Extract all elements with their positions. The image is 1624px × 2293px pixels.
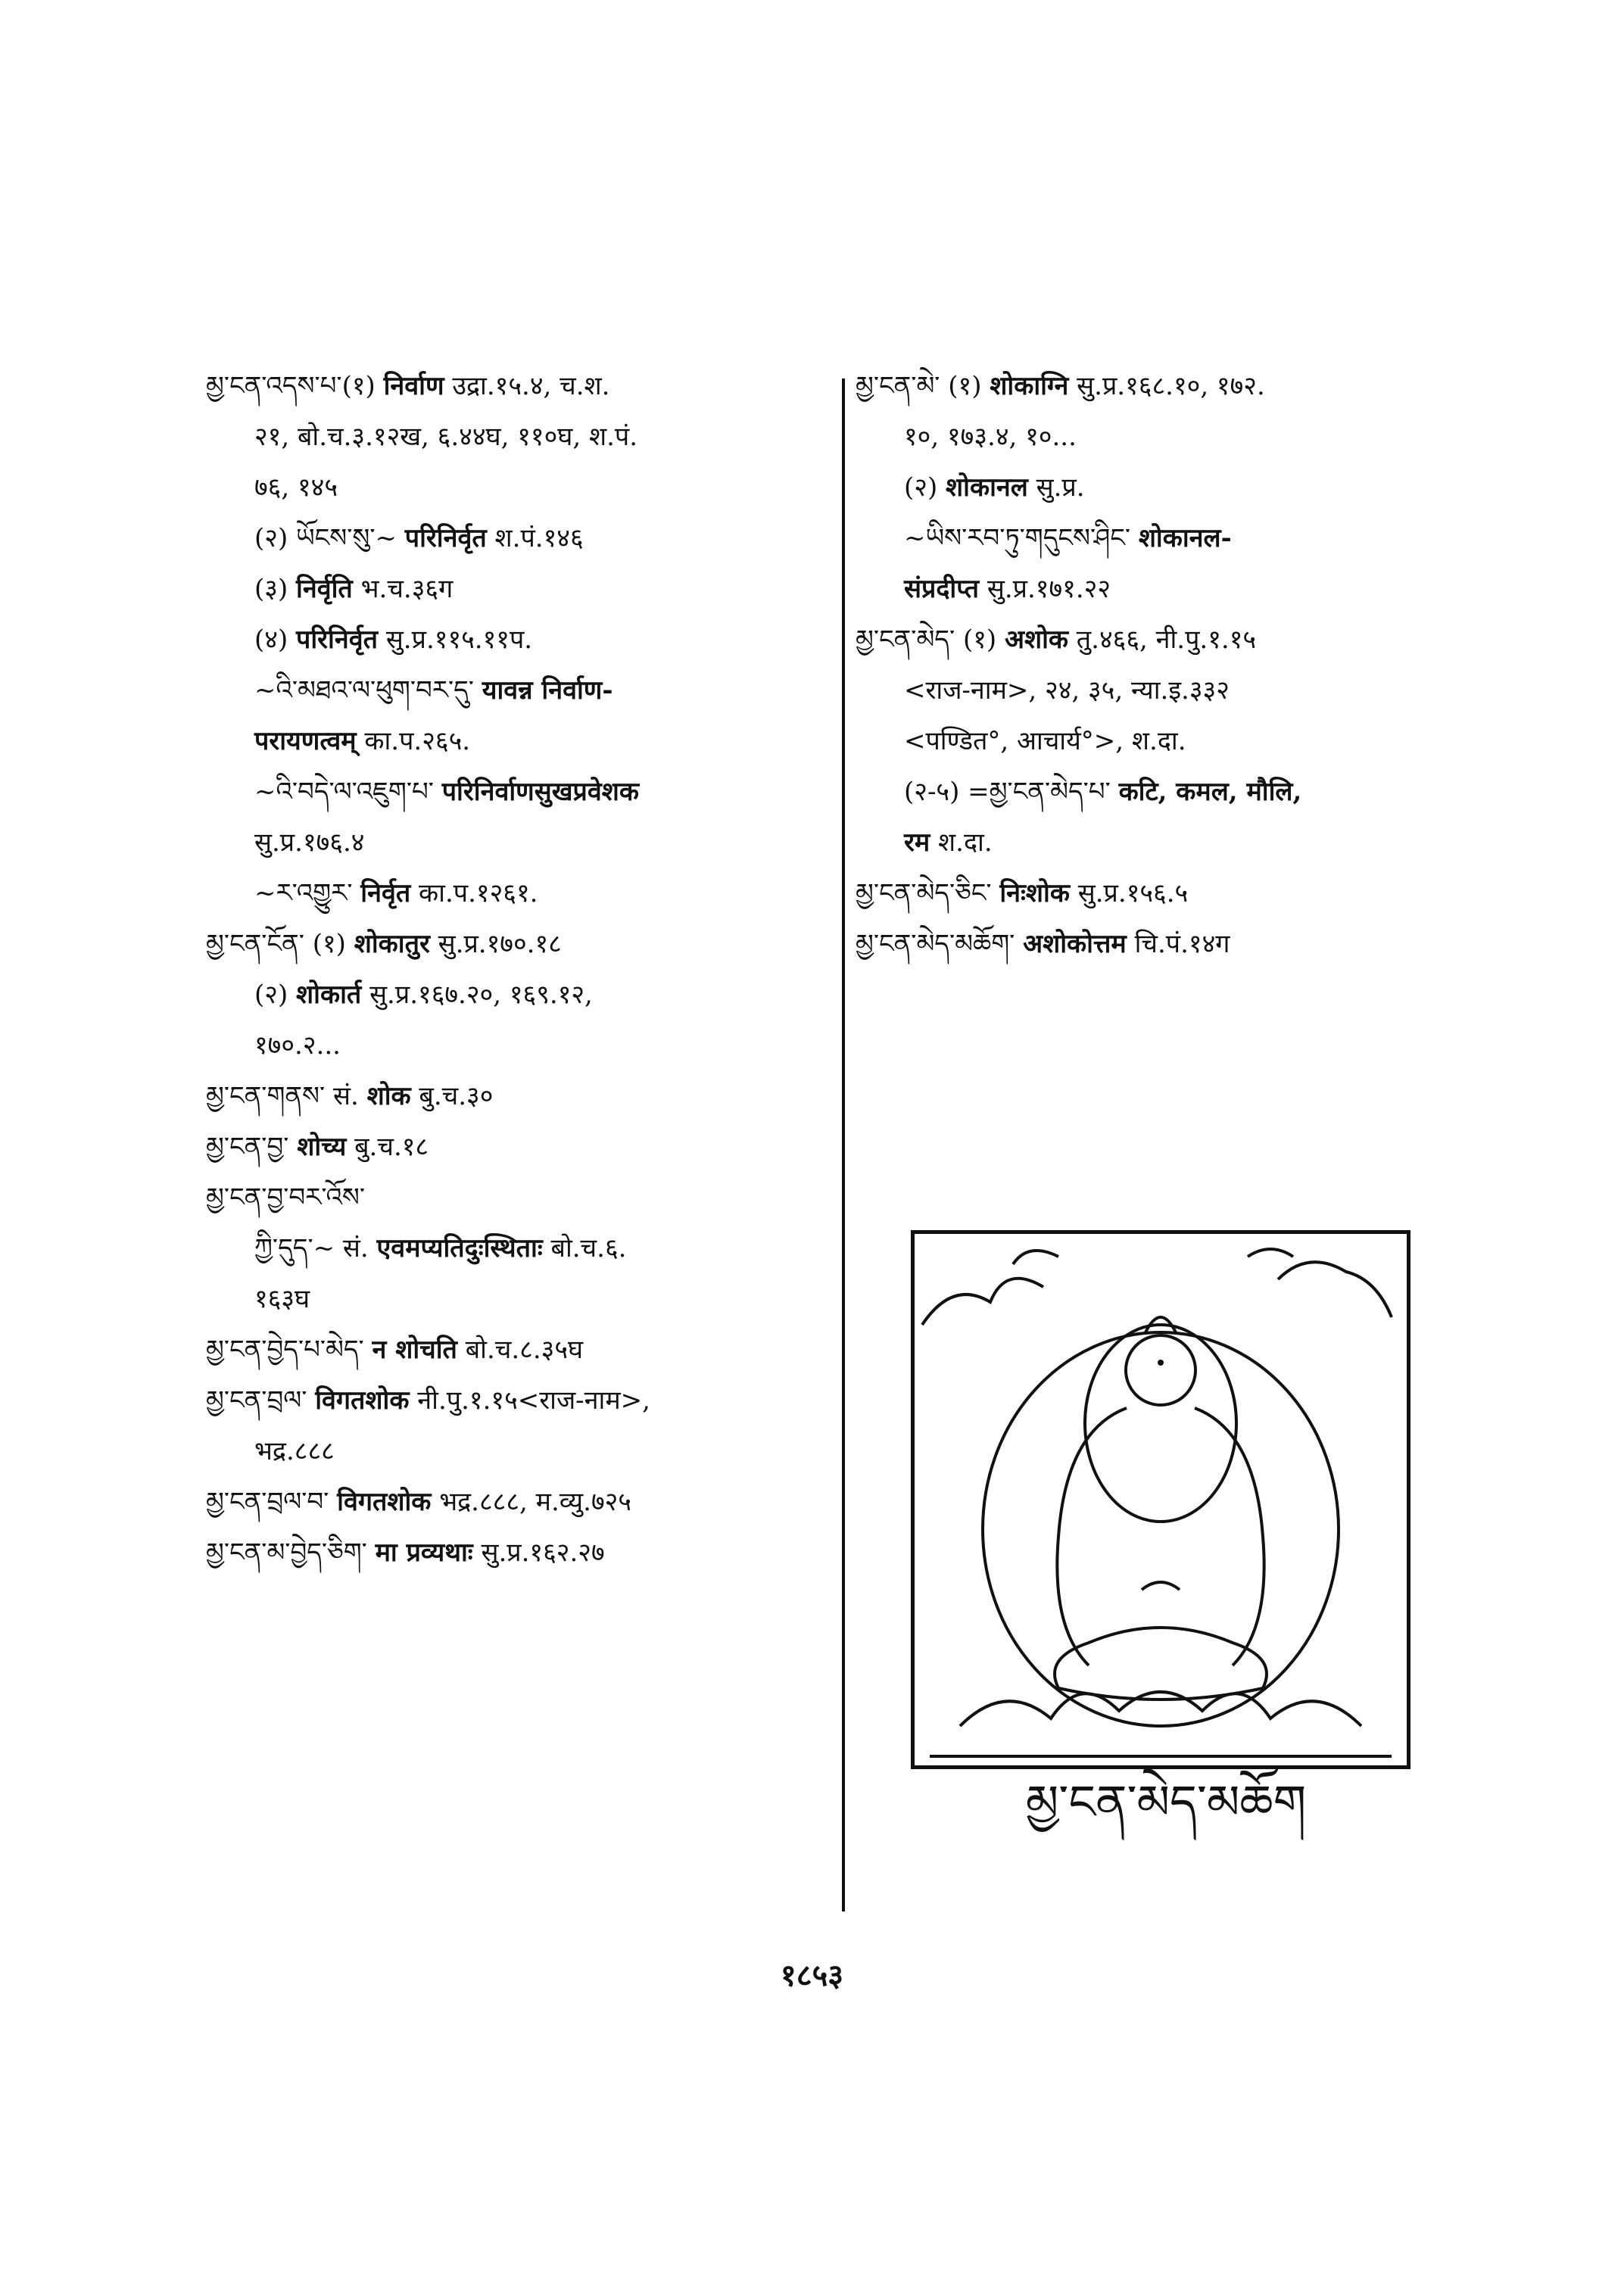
sanskrit-term: परिनिर्वृत — [404, 523, 487, 553]
tibetan-headword: མྱ་ངན་མེད་མཆོག་ — [856, 929, 1015, 959]
tibetan-headword: མྱ་ངན་མེ་ — [856, 371, 940, 401]
sanskrit-term: अशोकोत्तम — [1023, 929, 1127, 959]
tibetan-headword: མྱ་ངན་གནས་ — [206, 1081, 326, 1111]
entry-text: (१) — [940, 371, 990, 401]
tibetan-headword: མྱ་ངན་བྱ་ — [206, 1132, 289, 1162]
entry-text — [1015, 929, 1023, 959]
tibetan-headword: མྱ་ངན་བྱེད་པ་མེད་ — [206, 1335, 364, 1365]
tibetan-headword: མྱ་ངན་ངོན་ — [206, 929, 304, 959]
entry-text: <पण्डित°, आचार्य°>, श.दा. — [904, 726, 1186, 756]
entry-text: (४) — [254, 625, 297, 655]
entry-line — [206, 1335, 827, 1365]
entry-text: १७०.२... — [254, 1030, 341, 1061]
sanskrit-term: निःशोक — [999, 878, 1070, 908]
entry-text — [329, 1487, 337, 1517]
entry-line — [206, 726, 827, 756]
reference-text: सु.प्र. — [1027, 472, 1085, 503]
entry-line — [856, 777, 1476, 807]
tibetan-headword: མྱ་ངན་འདས་པ་ — [206, 371, 342, 401]
entry-text: (२) ཡོངས་སུ་~ — [254, 523, 405, 553]
entry-text: सं. — [325, 1081, 367, 1111]
reference-text: उद्रा.१५.४, च.श. — [444, 371, 610, 401]
entry-text — [367, 1537, 376, 1568]
entry-text: (१) — [341, 371, 384, 401]
reference-text: भद्र.८८८, म.व्यु.७२५ — [431, 1487, 631, 1517]
entry-line — [206, 980, 827, 1010]
entry-line — [856, 878, 1476, 908]
entry-line — [856, 929, 1476, 959]
sanskrit-term: शोच्य — [297, 1132, 347, 1162]
sanskrit-term: शोकाग्नि — [990, 371, 1069, 401]
entry-line — [206, 472, 827, 503]
entry-line — [206, 1537, 827, 1568]
reference-text: नी.पु.१.१५<राज-नाम>, — [409, 1385, 650, 1416]
column-divider — [842, 379, 845, 1911]
sanskrit-term: शोकानल — [946, 472, 1028, 503]
right-column — [856, 371, 1476, 980]
entry-line — [206, 625, 827, 655]
entry-line — [206, 1132, 827, 1162]
sanskrit-term: यावन्न निर्वाण- — [482, 675, 613, 706]
entry-text: ~འི་བདེ་ལ་འཇུག་པ་ — [254, 777, 442, 807]
reference-text: तु.४६६, नी.पु.१.१५ — [1068, 625, 1257, 655]
entry-line — [856, 371, 1476, 401]
entry-text: (२-५) =མྱ་ངན་མེད་པ་ — [904, 777, 1119, 807]
sanskrit-term: न शोचति — [372, 1335, 457, 1365]
reference-text: बो.च.६. — [542, 1233, 627, 1263]
reference-text: सु.प्र.१५६.५ — [1069, 878, 1189, 908]
sanskrit-term: शोकार्त — [296, 980, 362, 1010]
sanskrit-term: कटि, कमल, मौलि, — [1118, 777, 1302, 807]
entry-text: भद्र.८८८ — [254, 1436, 335, 1466]
sanskrit-term: शोक — [366, 1081, 411, 1111]
reference-text: सु.प्र.१६८.१०, १७२. — [1068, 371, 1265, 401]
entry-line — [206, 1436, 827, 1466]
sanskrit-term: निर्वाण — [383, 371, 444, 401]
entry-line — [856, 422, 1476, 452]
entry-line — [206, 422, 827, 452]
sanskrit-term: संप्रदीप्त — [904, 574, 980, 604]
entry-line — [206, 1030, 827, 1061]
entry-line — [206, 1081, 827, 1111]
tibetan-headword: མྱ་ངན་མེད་ — [856, 625, 955, 655]
reference-text: बु.च.३० — [410, 1081, 494, 1111]
sanskrit-term: शोकातुर — [354, 929, 430, 959]
entry-text: (१) — [955, 625, 1005, 655]
entry-line — [206, 574, 827, 604]
entry-text — [364, 1335, 372, 1365]
tibetan-headword: མྱ་ངན་བྱ་བར་འོས་ — [206, 1182, 365, 1213]
buddha-icon — [915, 1234, 1407, 1765]
entry-line — [206, 929, 827, 959]
reference-text: श.दा. — [930, 827, 993, 858]
sanskrit-term: शोकानल- — [1138, 523, 1232, 553]
reference-text: श.पं.१४६ — [486, 523, 584, 553]
entry-line — [856, 675, 1476, 706]
sanskrit-term: निर्वृति — [296, 574, 353, 604]
reference-text: सु.प्र.११५.११प. — [378, 625, 533, 655]
entry-text: सु.प्र.१७६.४ — [254, 827, 365, 858]
sanskrit-term: निर्वृत — [360, 878, 411, 908]
entry-line — [856, 472, 1476, 503]
sanskrit-term: परायणत्वम् — [254, 726, 357, 756]
sanskrit-term: अशोक — [1004, 625, 1068, 655]
page-number: १८५३ — [780, 1958, 844, 1993]
entry-text: २१, बो.च.३.१२ख, ६.४४घ, ११०घ, श.पं. — [254, 422, 638, 452]
entry-text: ७६, १४५ — [254, 472, 338, 503]
entry-text: ཀྱི་དུད་~ सं. — [254, 1233, 377, 1263]
tibetan-headword: མྱ་ངན་བྲལ་ — [206, 1385, 307, 1416]
sanskrit-term: एवमप्यतिदुःस्थिताः — [376, 1233, 543, 1263]
left-column — [206, 371, 827, 1588]
buddha-illustration — [911, 1230, 1410, 1769]
entry-text: (३) — [254, 574, 297, 604]
reference-text: का.प.१२६१. — [410, 878, 538, 908]
reference-text: बु.च.१८ — [346, 1132, 429, 1162]
entry-line — [206, 1233, 827, 1263]
entry-line — [206, 777, 827, 807]
entry-text: (२) — [254, 980, 297, 1010]
entry-text: <राज-नाम>, २४, ३५, न्या.इ.३३२ — [904, 675, 1230, 706]
tibetan-headword: མྱ་ངན་མ་བྱེད་ཅིག་ — [206, 1537, 367, 1568]
entry-line — [206, 1284, 827, 1314]
entry-line — [206, 878, 827, 908]
tibetan-headword: མྱ་ངན་མེད་ཅིང་ — [856, 878, 992, 908]
sanskrit-term: परिनिर्वाणसुखप्रवेशक — [441, 777, 640, 807]
entry-line — [206, 675, 827, 706]
entry-text — [307, 1385, 315, 1416]
reference-text: सु.प्र.१७१.२२ — [979, 574, 1111, 604]
reference-text: का.प.२६५. — [356, 726, 471, 756]
entry-text: (२) — [904, 472, 946, 503]
entry-text: ~འི་མཐའ་ལ་ཕུག་བར་དུ་ — [254, 675, 482, 706]
figure-caption: མྱ་ངན་མེད་མཆོག — [1025, 1774, 1307, 1830]
reference-text: चि.पं.१४ग — [1126, 929, 1230, 959]
entry-text: १६३घ — [254, 1284, 310, 1314]
entry-text: ~ར་འགྱུར་ — [254, 878, 361, 908]
sanskrit-term: परिनिर्वृत — [296, 625, 379, 655]
reference-text: सु.प्र.१६२.२७ — [472, 1537, 605, 1568]
entry-text — [288, 1132, 297, 1162]
reference-text: सु.प्र.१६७.२०, १६९.१२, — [361, 980, 593, 1010]
sanskrit-term: मा प्रव्यथाः — [375, 1537, 473, 1568]
reference-text: भ.च.३६ग — [352, 574, 454, 604]
entry-text: (१) — [304, 929, 354, 959]
entry-line — [206, 1182, 827, 1213]
entry-line — [206, 523, 827, 553]
entry-line — [856, 625, 1476, 655]
entry-line — [206, 1385, 827, 1416]
sanskrit-term: विगतशोक — [315, 1385, 410, 1416]
sanskrit-term: रम — [904, 827, 930, 858]
reference-text: बो.च.८.३५घ — [457, 1335, 584, 1365]
entry-text: १०, १७३.४, १०... — [904, 422, 1077, 452]
entry-line — [206, 1487, 827, 1517]
tibetan-headword: མྱ་ངན་བྲལ་བ་ — [206, 1487, 329, 1517]
entry-line — [856, 574, 1476, 604]
entry-line — [206, 371, 827, 401]
entry-text — [992, 878, 1000, 908]
entry-line — [856, 827, 1476, 858]
sanskrit-term: विगतशोक — [337, 1487, 432, 1517]
entry-line — [856, 523, 1476, 553]
entry-line — [856, 726, 1476, 756]
reference-text: सु.प्र.१७०.१८ — [429, 929, 562, 959]
entry-line — [206, 827, 827, 858]
entry-text: ~ཡིས་རབ་ཏུ་གདུངས་ཤིང་ — [904, 523, 1139, 553]
